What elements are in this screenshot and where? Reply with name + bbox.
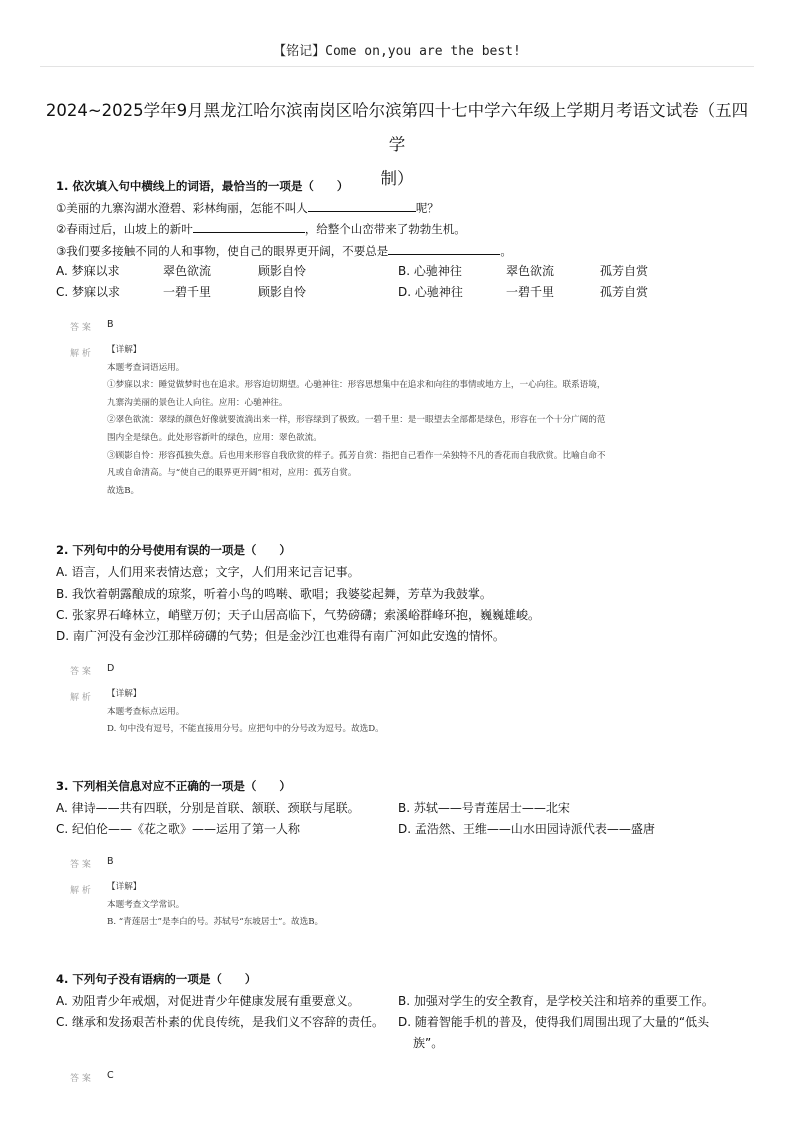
explanation-line: 【详解】 (107, 882, 142, 892)
answer-label: 答 案 (70, 1074, 91, 1084)
option-d-word-1: D. 心驰神往 (398, 285, 463, 299)
explanation-line: 九寨沟美丽的景色让人向往。应用：心驰神往。 (107, 397, 288, 408)
option-b-word-2: 翠色欲流 (506, 264, 555, 278)
analysis-label: 解 析 (70, 349, 91, 359)
explanation-line: 本题考查文学常识。 (107, 899, 185, 910)
blank-line (308, 199, 416, 212)
question-3-option-a: A. 律诗——共有四联，分别是首联、颔联、颈联与尾联。 (56, 801, 360, 815)
question-3-answer: B (107, 856, 114, 867)
option-c-word-2: 一碧千里 (163, 285, 212, 299)
answer-label: 答 案 (70, 667, 91, 677)
sentence-1-end: 呢？ (415, 201, 439, 215)
explanation-line: 【详解】 (107, 345, 142, 355)
question-2-option-b: B. 我饮着朝露酿成的琼浆，听着小鸟的鸣啭、歌唱；我婆娑起舞，芳草为我鼓掌。 (56, 587, 492, 601)
option-d-word-2: 一碧千里 (506, 285, 555, 299)
question-1-answer: B (107, 319, 114, 330)
explanation-line: B. “青莲居士”是李白的号。苏轼号“东坡居士”。故选B。 (107, 917, 324, 928)
question-4-option-c: C. 继承和发扬艰苦朴素的优良传统，是我们义不容辞的责任。 (56, 1015, 385, 1029)
explanation-line: 凡或自命清高。与“使自己的眼界更开阔”相对，应用：孤芳自赏。 (107, 468, 357, 479)
sentence-2-text: ②春雨过后，山坡上的新叶 (56, 222, 193, 236)
question-2-option-d: D. 南广河没有金沙江那样磅礴的气势；但是金沙江也难得有南广河如此安逸的情怀。 (56, 629, 505, 643)
question-4-option-a: A. 劝阻青少年戒烟，对促进青少年健康发展有重要意义。 (56, 994, 360, 1008)
option-c-word-3: 顾影自怜 (258, 285, 307, 299)
blank-line (388, 242, 500, 255)
question-1-stem: 1. 依次填入句中横线上的词语，最恰当的一项是（ ） (56, 179, 349, 193)
title-line-1: 2024~2025学年9月黑龙江哈尔滨南岗区哈尔滨第四十七中学六年级上学期月考语文试卷（五四学 (45, 101, 749, 154)
question-2-option-a: A. 语言，人们用来表情达意；文字，人们用来记言记事。 (56, 565, 360, 579)
option-a-word-3: 顾影自怜 (258, 264, 307, 278)
option-b-word-3: 孤芳自赏 (600, 264, 649, 278)
question-1-explanation (107, 342, 605, 500)
question-1-sentence-1 (56, 199, 439, 216)
option-c-word-1: C. 梦寐以求 (56, 285, 121, 299)
explanation-line: 【详解】 (107, 689, 142, 699)
sentence-3-text: ③我们要多接触不同的人和事物，使自己的眼界更开阔，不要总是 (56, 244, 389, 258)
question-2-answer: D (107, 663, 115, 674)
answer-label: 答 案 (70, 860, 91, 870)
explanation-line: 围内全是绿色。此处形容新叶的绿色，应用：翠色欲流。 (107, 432, 322, 443)
question-3-option-d: D. 孟浩然、王维——山水田园诗派代表——盛唐 (398, 822, 655, 836)
question-1-sentence-2 (56, 220, 466, 237)
analysis-label: 解 析 (70, 693, 91, 703)
explanation-line: ①梦寐以求：睡觉做梦时也在追求。形容迫切期望。心驰神往：形容思想集中在追求和向往的事情或地方上，一心向往。联系语境， (107, 380, 606, 391)
option-a-word-2: 翠色欲流 (163, 264, 212, 278)
question-3-explanation (107, 879, 323, 932)
header-divider (40, 66, 754, 67)
question-3-option-c: C. 纪伯伦——《花之歌》——运用了第一人称 (56, 822, 301, 836)
question-2-stem: 2. 下列句中的分号使用有误的一项是（ ） (56, 543, 291, 557)
option-b-word-1: B. 心驰神往 (398, 264, 462, 278)
option-a-word-1: A. 梦寐以求 (56, 264, 120, 278)
question-4-stem: 4. 下列句子没有语病的一项是（ ） (56, 972, 257, 986)
analysis-label: 解 析 (70, 886, 91, 896)
motto-header: 【铭记】Come on,you are the best! (273, 44, 521, 59)
title-line-2: 制） (380, 169, 414, 188)
question-4-option-b: B. 加强对学生的安全教育，是学校关注和培养的重要工作。 (398, 994, 714, 1008)
answer-label: 答 案 (70, 323, 91, 333)
explanation-line: ②翠色欲流：翠绿的颜色好像就要流淌出来一样，形容绿到了极致。一碧千里：是一眼望去全部都是绿色，形容在一个十分广阔的范 (107, 415, 606, 426)
question-4-option-d-line-2: 族”。 (413, 1036, 444, 1050)
explanation-line: ③顾影自怜：形容孤独失意。后也用来形容自我欣赏的样子。孤芳自赏：指把自己看作一朵独特不凡的香花而自我欣赏。比喻自命不 (107, 450, 606, 461)
explanation-line: 故选B。 (107, 485, 140, 496)
option-d-word-3: 孤芳自赏 (600, 285, 649, 299)
sentence-1-text: ①美丽的九寨沟湖水澄碧、彩林绚丽，怎能不叫人 (56, 201, 308, 215)
explanation-line: D. 句中没有逗号，不能直接用分号。应把句中的分号改为逗号。故选D。 (107, 724, 384, 735)
question-2-explanation (107, 686, 384, 739)
question-2-option-c: C. 张家界石峰林立，峭壁万仞；天子山居高临下，气势磅礴；索溪峪群峰环抱，巍巍雄峻。 (56, 608, 541, 622)
question-1-sentence-3 (56, 242, 512, 259)
explanation-line: 本题考查标点运用。 (107, 706, 185, 717)
question-3-option-b: B. 苏轼——号青莲居士——北宋 (398, 801, 570, 815)
sentence-3-end: 。 (500, 244, 512, 258)
question-4-option-d-line-1: D. 随着智能手机的普及，使得我们周围出现了大量的“低头 (398, 1015, 710, 1029)
sentence-2-end: ，给整个山峦带来了勃勃生机。 (304, 222, 466, 236)
explanation-line: 本题考查词语运用。 (107, 362, 185, 373)
question-3-stem: 3. 下列相关信息对应不正确的一项是（ ） (56, 779, 291, 793)
blank-line (193, 220, 305, 233)
question-4-answer: C (107, 1070, 114, 1081)
